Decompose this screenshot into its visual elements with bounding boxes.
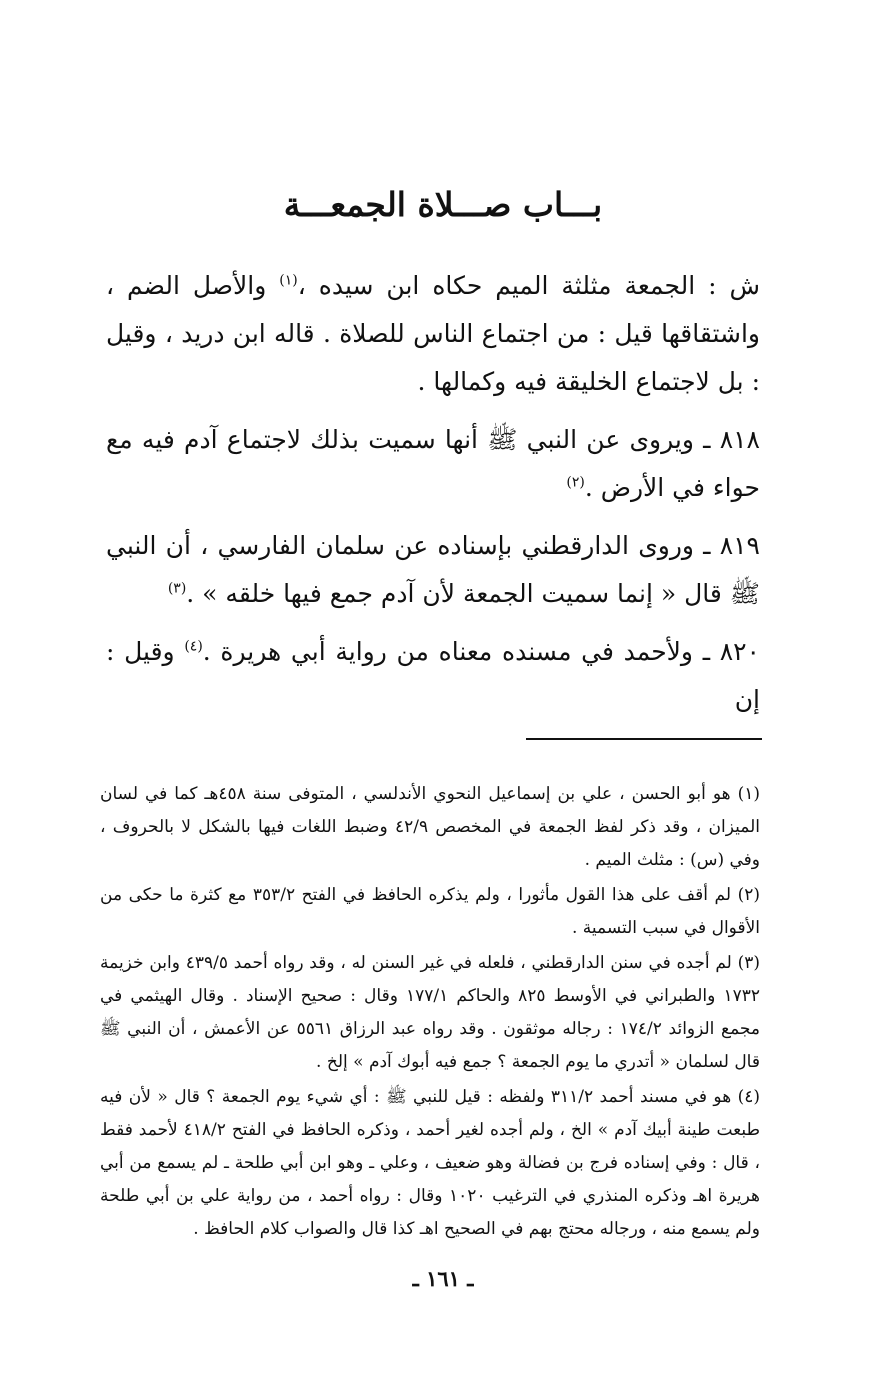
hadith-number: ٨١٩ xyxy=(719,531,760,560)
footnote-4: (٤) هو في مسند أحمد ٣١١/٢ ولفظه : قيل للنبي ﷺ : أي شيء يوم الجمعة ؟ قال « لأن فيه طبعت طينة أبيك آدم » الخ ، ولم أجده لغير أحمد ، وذكره الحافظ في الفتح ٤١٨/٢ لأحمد فقط ، قال : وفي إسناده فرج بن فضالة وهو ضعيف ، وعلي ـ وهو ابن أبي طلحة ـ لم يسمع من أبي هريرة اهـ وذكره المنذري في الترغيب ١٠٢٠ وقال : رواه أحمد ، من رواية علي بن أبي طلحة ولم يسمع منه ، ورجاله محتج بهم في الصحيح اهـ كذا قال والصواب كلام الحافظ . xyxy=(100,1087,760,1239)
hadith-text-continued: وقيل : إن xyxy=(106,637,760,714)
hadith-820 xyxy=(106,628,760,724)
footnote-ref[interactable]: (٢) xyxy=(566,474,585,491)
hadith-819 xyxy=(106,522,760,618)
hadith-818 xyxy=(106,416,760,512)
intro-paragraph xyxy=(106,262,760,406)
hadith-number: ٨١٨ xyxy=(719,425,760,454)
intro-text-continued: والأصل الضم ، واشتقاقها قيل : من اجتماع الناس للصلاة . قاله ابن دريد ، وقيل : بل لاجتماع الخليقة فيه وكمالها . xyxy=(106,271,760,396)
footnote-ref[interactable]: (٣) xyxy=(167,580,187,597)
hadith-text: ـ ولأحمد في مسنده معناه من رواية أبي هريرة . xyxy=(202,637,720,666)
hadith-text: ـ ويروى عن النبي ﷺ أنها سميت بذلك لاجتماع آدم فيه مع حواء في الأرض . xyxy=(106,425,760,502)
main-text xyxy=(106,262,760,734)
footnote-2: (٢) لم أقف على هذا القول مأثورا ، ولم يذكره الحافظ في الفتح ٣٥٣/٢ مع كثرة ما حكى من الأقوال في سبب التسمية . xyxy=(100,885,760,938)
hadith-text: ـ وروى الدارقطني بإسناده عن سلمان الفارسي ، أن النبي ﷺ قال « إنما سميت الجمعة لأن آدم جمع فيها خلقه » . xyxy=(106,531,760,608)
footnotes xyxy=(100,778,760,1248)
chapter-title: بـــاب صـــلاة الجمعـــة xyxy=(283,185,603,224)
intro-text: ش : الجمعة مثلثة الميم حكاه ابن سيده ، xyxy=(297,271,760,300)
page-number: ـ ١٦١ ـ xyxy=(412,1266,474,1291)
hadith-number: ٨٢٠ xyxy=(719,637,760,666)
footnote-ref[interactable]: (٤) xyxy=(184,638,203,655)
footnote-1: (١) هو أبو الحسن ، علي بن إسماعيل النحوي الأندلسي ، المتوفى سنة ٤٥٨هـ كما في لسان الميزان ، وقد ذكر لفظ الجمعة في المخصص ٤٢/٩ وضبط اللغات فيها بالشكل لا بالحروف ، وفي (س) : مثلث الميم . xyxy=(100,784,760,870)
footnote-ref[interactable]: (١) xyxy=(279,272,298,289)
footnote-separator xyxy=(526,738,762,740)
footnote-3: (٣) لم أجده في سنن الدارقطني ، فلعله في غير السنن له ، وقد رواه أحمد ٤٣٩/٥ وابن خزيمة ١٧٣٢ والطبراني في الأوسط ٨٢٥ والحاكم ١٧٧/١ وقال : صحيح الإسناد . وقال الهيثمي في مجمع الزوائد ١٧٤/٢ : رجاله موثقون . وقد رواه عبد الرزاق ٥٥٦١ عن الأعمش ، أن النبي ﷺ قال لسلمان « أتدري ما يوم الجمعة ؟ جمع فيه أبوك آدم » إلخ . xyxy=(100,953,761,1072)
